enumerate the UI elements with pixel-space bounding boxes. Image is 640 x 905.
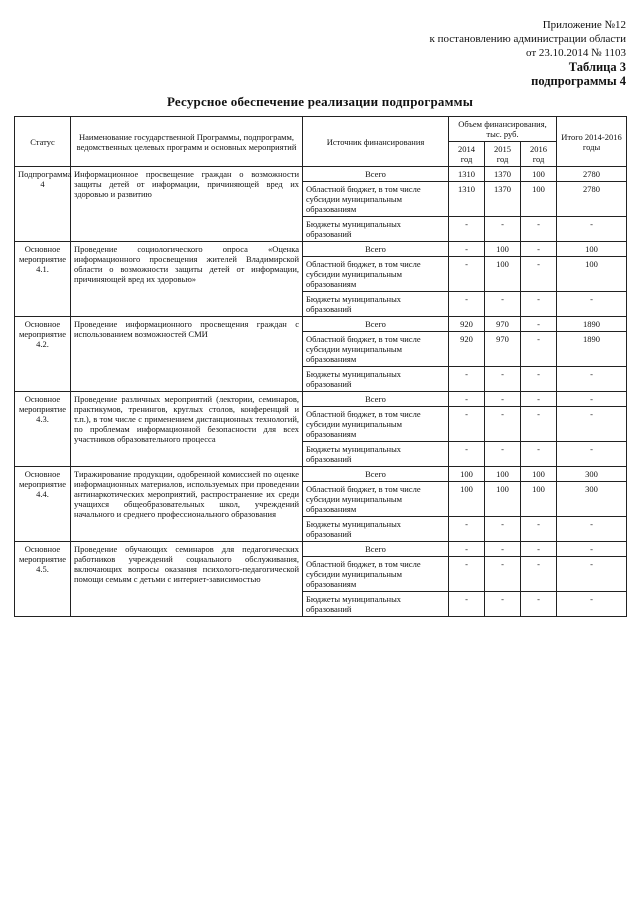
value-total: - (557, 367, 627, 392)
value-2014: - (449, 542, 485, 557)
value-total: - (557, 407, 627, 442)
table-row (15, 317, 627, 332)
value-2016: 100 (521, 167, 557, 182)
row-source-municipal: Бюджеты муниципальных образований (303, 517, 449, 542)
row-source-all: Всего (303, 242, 449, 257)
value-2016: - (521, 517, 557, 542)
value-total: - (557, 442, 627, 467)
table-row (15, 542, 627, 557)
value-total: - (557, 557, 627, 592)
value-2015: - (485, 367, 521, 392)
value-2015: 1370 (485, 167, 521, 182)
value-2014: - (449, 557, 485, 592)
value-2016: 100 (521, 482, 557, 517)
row-status: Основное мероприятие 4.2. (15, 317, 71, 392)
header-block (14, 18, 626, 88)
value-2014: - (449, 292, 485, 317)
value-2014: 1310 (449, 167, 485, 182)
value-2016: - (521, 392, 557, 407)
row-source-regional: Областной бюджет, в том числе субсидии муниципальным образованиям (303, 332, 449, 367)
table-row (15, 467, 627, 482)
value-total: 2780 (557, 182, 627, 217)
value-2015: - (485, 542, 521, 557)
value-2015: 100 (485, 482, 521, 517)
value-total: 300 (557, 467, 627, 482)
table-row (15, 167, 627, 182)
value-2014: - (449, 442, 485, 467)
value-2015: - (485, 392, 521, 407)
row-name: Тиражирование продукции, одобренной комиссией по оценке информационных материалов, используемых при проведении антинаркотических мероприятий, распространение их среди учащихся общеобразовательных школ, учреждений начального и среднего профессионального образования (71, 467, 303, 542)
value-2016: - (521, 557, 557, 592)
value-total: 1890 (557, 332, 627, 367)
row-name: Проведение информационного просвещения граждан с использованием возможностей СМИ (71, 317, 303, 392)
row-status: Основное мероприятие 4.1. (15, 242, 71, 317)
value-2015: - (485, 592, 521, 617)
value-2016: - (521, 592, 557, 617)
row-name: Проведение различных мероприятий (лектории, семинаров, практикумов, тренингов, круглых столов, конференций и т.п.), в том числе с применением дистанционных технологий, по проблемам информационной безопасности для всех участников образовательного процесса (71, 392, 303, 467)
value-2014: - (449, 407, 485, 442)
appendix-label: Приложение №12 (542, 19, 626, 31)
row-source-municipal: Бюджеты муниципальных образований (303, 592, 449, 617)
value-2014: - (449, 242, 485, 257)
value-total: - (557, 392, 627, 407)
row-name: Проведение обучающих семинаров для педагогических работников учреждений социального обслуживания, включающих вопросы оказания психолого-педагогической помощи семьям с детьми с интернет-зависимостью (71, 542, 303, 617)
col-2014: 2014 год (449, 142, 485, 167)
col-name: Наименование государственной Программы, подпрограмм, ведомственных целевых программ и основных мероприятий (71, 117, 303, 167)
row-source-all: Всего (303, 542, 449, 557)
value-2016: 100 (521, 182, 557, 217)
value-2014: - (449, 217, 485, 242)
row-source-municipal: Бюджеты муниципальных образований (303, 367, 449, 392)
value-2015: - (485, 407, 521, 442)
row-source-all: Всего (303, 467, 449, 482)
col-source: Источник финансирования (303, 117, 449, 167)
decree-line-2: от 23.10.2014 № 1103 (526, 47, 626, 59)
value-total: 2780 (557, 167, 627, 182)
value-2016: - (521, 367, 557, 392)
value-total: 100 (557, 242, 627, 257)
value-2016: - (521, 317, 557, 332)
col-2015: 2015 год (485, 142, 521, 167)
col-2016: 2016 год (521, 142, 557, 167)
row-source-municipal: Бюджеты муниципальных образований (303, 442, 449, 467)
row-name: Информационное просвещение граждан о возможности защиты детей от информации, причиняющей вред их здоровью и развитию (71, 167, 303, 242)
value-2014: 100 (449, 467, 485, 482)
value-total: 1890 (557, 317, 627, 332)
table-body (15, 167, 627, 617)
value-2014: - (449, 392, 485, 407)
value-total: 100 (557, 257, 627, 292)
value-2016: - (521, 292, 557, 317)
header-row-1 (15, 117, 627, 142)
row-source-regional: Областной бюджет, в том числе субсидии муниципальным образованиям (303, 482, 449, 517)
value-2014: - (449, 517, 485, 542)
value-total: 300 (557, 482, 627, 517)
value-2015: 1370 (485, 182, 521, 217)
decree-line-1: к постановлению администрации области (429, 33, 626, 45)
col-status: Статус (15, 117, 71, 167)
value-2015: 970 (485, 317, 521, 332)
value-2015: 100 (485, 242, 521, 257)
value-2015: 100 (485, 467, 521, 482)
row-source-regional: Областной бюджет, в том числе субсидии муниципальным образованиям (303, 257, 449, 292)
value-total: - (557, 217, 627, 242)
value-2015: 970 (485, 332, 521, 367)
value-2014: - (449, 367, 485, 392)
col-total: Итого 2014-2016 годы (557, 117, 627, 167)
value-2016: - (521, 217, 557, 242)
value-2016: - (521, 332, 557, 367)
row-status: Основное мероприятие 4.3. (15, 392, 71, 467)
value-2014: 1310 (449, 182, 485, 217)
value-total: - (557, 292, 627, 317)
row-status: Основное мероприятие 4.4. (15, 467, 71, 542)
value-2015: - (485, 557, 521, 592)
value-2015: - (485, 442, 521, 467)
table-number: Таблица 3 (568, 60, 626, 74)
value-2016: - (521, 542, 557, 557)
value-2015: 100 (485, 257, 521, 292)
row-source-regional: Областной бюджет, в том числе субсидии муниципальным образованиям (303, 182, 449, 217)
col-funding: Объем финансирования, тыс. руб. (449, 117, 557, 142)
row-source-all: Всего (303, 392, 449, 407)
value-2015: - (485, 217, 521, 242)
row-name: Проведение социологического опроса «Оценка информационного просвещения жителей Владимирской области о возможности защиты детей от информации, причиняющей вред их здоровью» (71, 242, 303, 317)
value-total: - (557, 592, 627, 617)
value-2014: 920 (449, 317, 485, 332)
value-2016: - (521, 407, 557, 442)
value-2014: 100 (449, 482, 485, 517)
value-2014: - (449, 257, 485, 292)
row-status: Подпрограмма 4 (15, 167, 71, 242)
resource-table (14, 116, 627, 617)
value-total: - (557, 517, 627, 542)
row-status: Основное мероприятие 4.5. (15, 542, 71, 617)
table-row (15, 392, 627, 407)
value-2014: 920 (449, 332, 485, 367)
row-source-municipal: Бюджеты муниципальных образований (303, 292, 449, 317)
value-2016: - (521, 442, 557, 467)
value-2015: - (485, 292, 521, 317)
row-source-all: Всего (303, 167, 449, 182)
value-2016: - (521, 257, 557, 292)
value-2014: - (449, 592, 485, 617)
row-source-regional: Областной бюджет, в том числе субсидии муниципальным образованиям (303, 407, 449, 442)
value-2015: - (485, 517, 521, 542)
document-title: Ресурсное обеспечение реализации подпрограммы (166, 94, 474, 109)
value-2016: 100 (521, 467, 557, 482)
value-total: - (557, 542, 627, 557)
row-source-all: Всего (303, 317, 449, 332)
subprogram-label: подпрограммы 4 (531, 74, 626, 88)
table-row (15, 242, 627, 257)
row-source-municipal: Бюджеты муниципальных образований (303, 217, 449, 242)
value-2016: - (521, 242, 557, 257)
row-source-regional: Областной бюджет, в том числе субсидии муниципальным образованиям (303, 557, 449, 592)
